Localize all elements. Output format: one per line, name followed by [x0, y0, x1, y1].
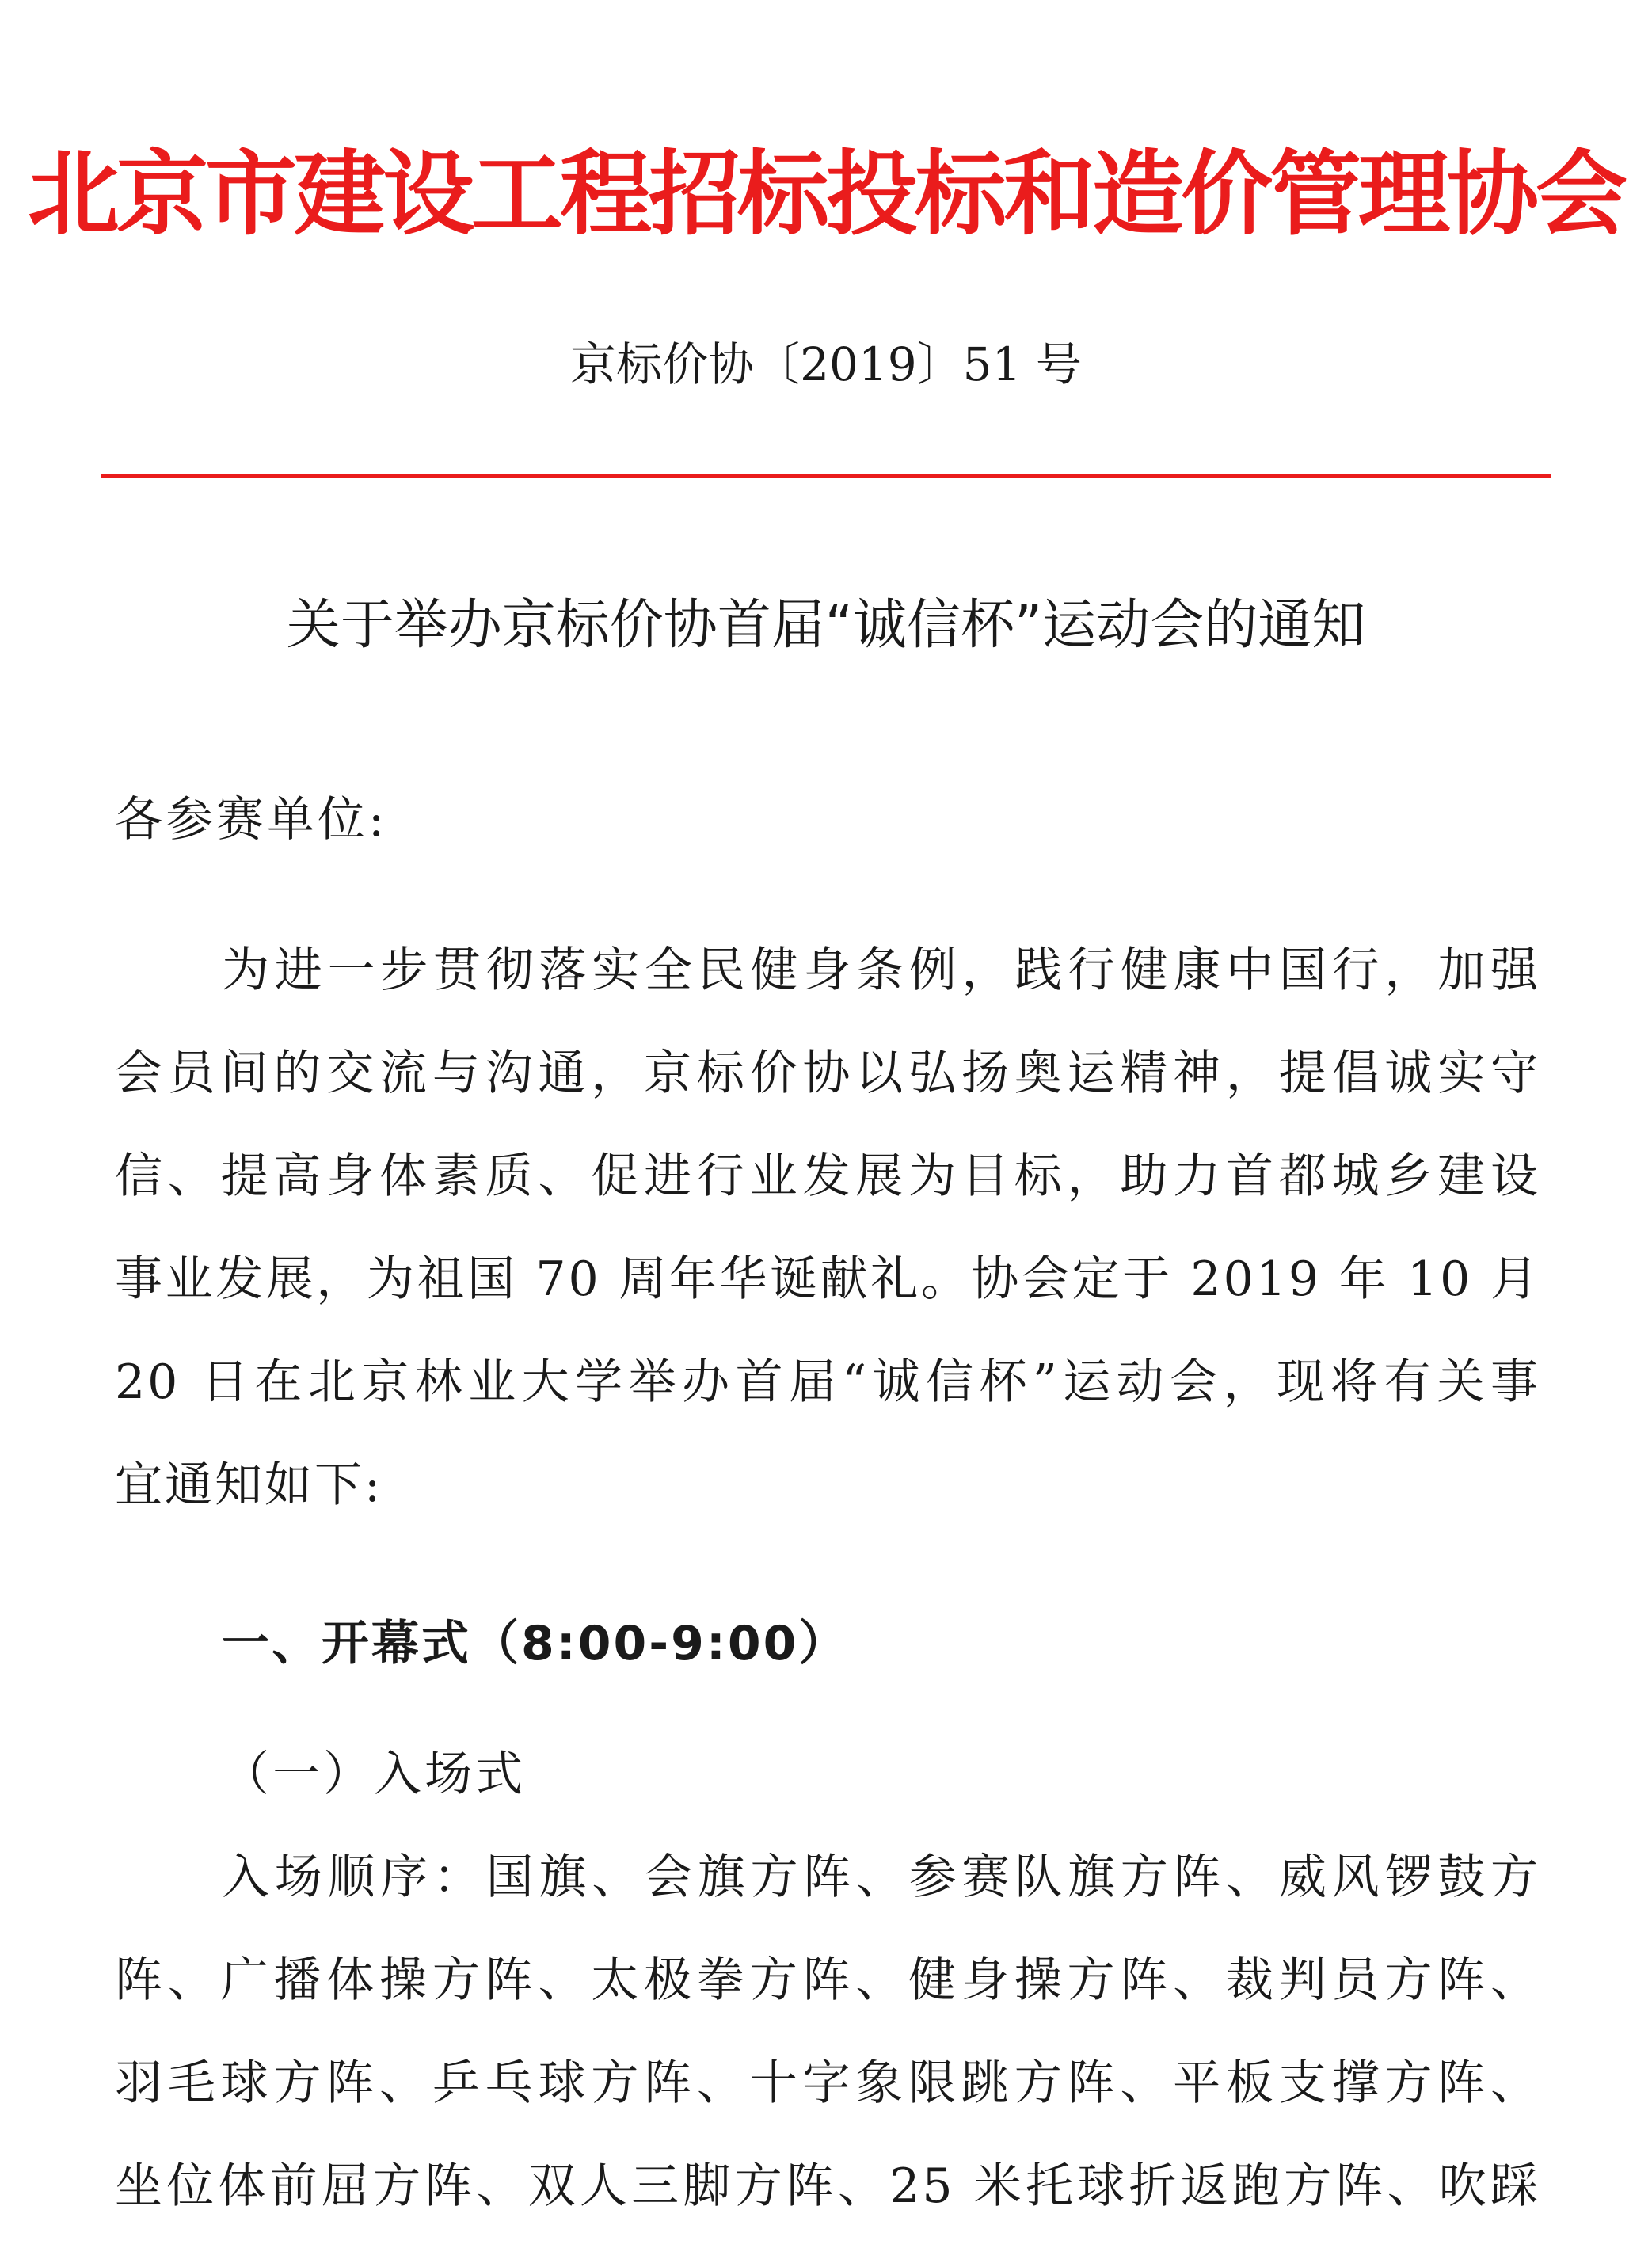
paragraph-line: 事业发展，为祖国 70 周年华诞献礼。协会定于 2019 年 10 月: [115, 1252, 1540, 1307]
letterhead-organization-title: 北京市建设工程招标投标和造价管理协会: [28, 140, 1624, 248]
paragraph-line: 宜通知如下:: [115, 1457, 383, 1513]
paragraph-line: 阵、广播体操方阵、太极拳方阵、健身操方阵、裁判员方阵、: [115, 1953, 1540, 2008]
letterhead-red-divider: [101, 474, 1551, 478]
notice-title: 关于举办京标价协首届“诚信杯”运动会的通知: [286, 594, 1366, 657]
subsection-heading-entrance: （一）入场式: [222, 1747, 526, 1802]
paragraph-line: 会员间的交流与沟通，京标价协以弘扬奥运精神，提倡诚实守: [115, 1046, 1540, 1101]
paragraph-line: 信、提高身体素质、促进行业发展为目标，助力首都城乡建设: [115, 1149, 1540, 1204]
salutation: 各参赛单位:: [115, 792, 388, 848]
paragraph-line: 20 日在北京林业大学举办首届“诚信杯”运动会，现将有关事: [115, 1355, 1540, 1410]
section-heading-opening-ceremony: 一、开幕式（8:00-9:00）: [222, 1616, 849, 1671]
paragraph-line: 羽毛球方阵、乒乓球方阵、十字象限跳方阵、平板支撑方阵、: [115, 2056, 1540, 2111]
paragraph-line: 入场顺序：国旗、会旗方阵、参赛队旗方阵、威风锣鼓方: [222, 1850, 1540, 1905]
paragraph-line: 坐位体前屈方阵、双人三脚方阵、25 米托球折返跑方阵、吹踩: [115, 2158, 1540, 2214]
document-number: 京标价协〔2019〕51 号: [570, 337, 1082, 391]
paragraph-line: 为进一步贯彻落实全民健身条例，践行健康中国行，加强: [222, 943, 1540, 998]
